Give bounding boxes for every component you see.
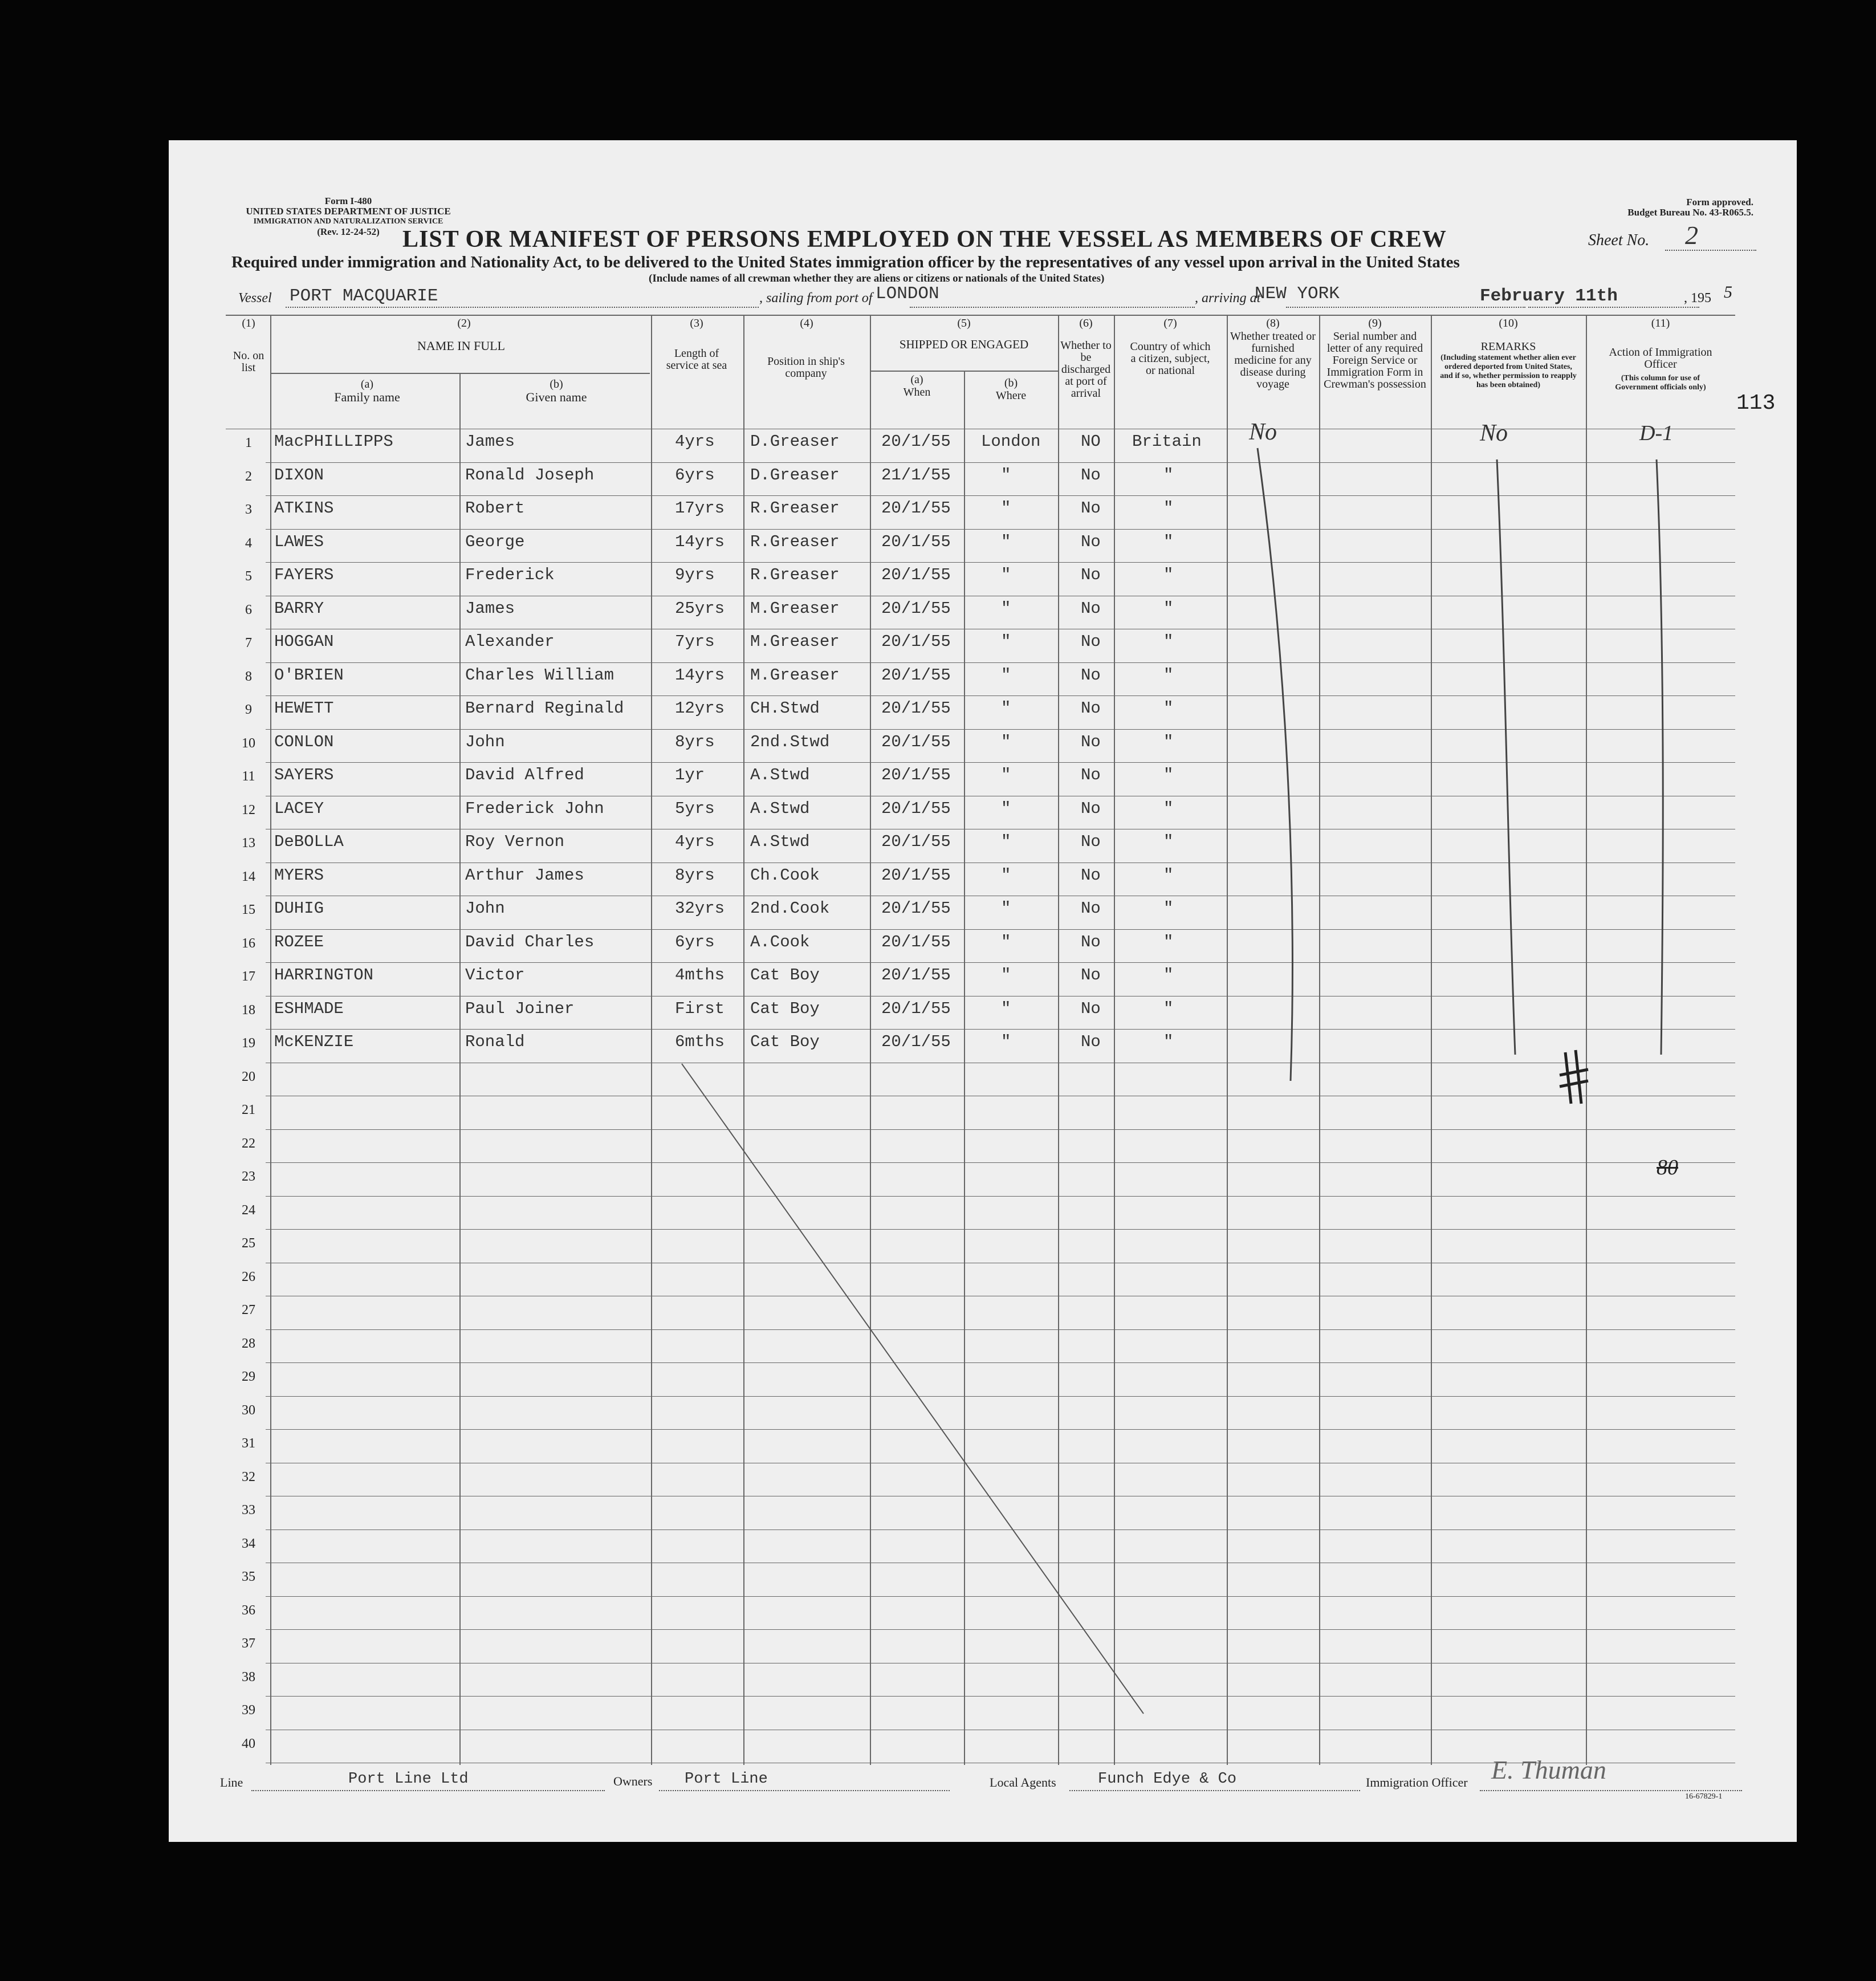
form-service: IMMIGRATION AND NATURALIZATION SERVICE bbox=[253, 217, 443, 226]
discharge-cell: No bbox=[1081, 732, 1101, 751]
row-number: 22 bbox=[242, 1136, 255, 1151]
year-prefix: , 195 bbox=[1684, 291, 1711, 306]
row-number: 5 bbox=[245, 569, 252, 584]
col9-header: Serial number and letter of any required Foreign Service or Immigration Form in Crewman's possession bbox=[1324, 330, 1426, 390]
position-cell: R.Greaser bbox=[750, 532, 840, 551]
country-cell: " bbox=[1163, 465, 1174, 485]
shipped-when-cell: 20/1/55 bbox=[881, 966, 951, 985]
row-number: 9 bbox=[245, 702, 252, 717]
given-name-cell: David Charles bbox=[465, 932, 595, 951]
position-cell: Cat Boy bbox=[750, 1032, 820, 1051]
shipped-where-cell: " bbox=[1001, 799, 1011, 818]
arriving-label: , arriving at bbox=[1195, 291, 1261, 306]
col2-header: NAME IN FULL bbox=[417, 339, 505, 353]
row-number: 38 bbox=[242, 1669, 255, 1685]
footer-agents-rule bbox=[1069, 1790, 1360, 1791]
discharge-cell: No bbox=[1081, 799, 1101, 818]
country-cell: " bbox=[1163, 699, 1174, 718]
col5b-header: Where bbox=[995, 389, 1027, 402]
officer-signature: E. Thuman bbox=[1491, 1755, 1606, 1784]
country-cell: " bbox=[1163, 665, 1174, 685]
manifest-sheet bbox=[169, 140, 1797, 1842]
col5-number: (5) bbox=[957, 317, 971, 330]
form-budget: Budget Bureau No. 43-R065.5. bbox=[1627, 207, 1753, 218]
row-number: 37 bbox=[242, 1636, 255, 1651]
family-name-cell: LACEY bbox=[274, 799, 324, 818]
footer-owners-rule bbox=[659, 1790, 950, 1791]
row-number: 11 bbox=[242, 769, 255, 784]
row-number: 7 bbox=[245, 636, 252, 650]
col7-header: Country of which a citizen, subject, or national bbox=[1130, 340, 1211, 377]
col2-number: (2) bbox=[457, 317, 471, 330]
col5a-number: (a) bbox=[910, 373, 923, 386]
col1-number: (1) bbox=[242, 317, 255, 330]
row-number: 32 bbox=[242, 1469, 255, 1484]
discharge-cell: No bbox=[1081, 865, 1101, 885]
family-name-cell: DIXON bbox=[274, 465, 324, 485]
family-name-cell: ATKINS bbox=[274, 499, 334, 518]
position-cell: Cat Boy bbox=[750, 999, 820, 1018]
family-name-cell: MacPHILLIPPS bbox=[274, 432, 393, 451]
row-number: 4 bbox=[245, 535, 252, 551]
given-name-cell: Frederick John bbox=[465, 799, 604, 818]
col10-note: (Including statement whether alien ever ordered deported from United States, and if so, whether permission to reapply has been obtained) bbox=[1440, 353, 1577, 389]
shipped-when-cell: 20/1/55 bbox=[881, 532, 951, 551]
country-cell: " bbox=[1163, 899, 1174, 918]
row-number: 34 bbox=[242, 1536, 255, 1551]
service-length-cell: 1yr bbox=[675, 766, 705, 784]
shipped-when-cell: 20/1/55 bbox=[881, 932, 951, 951]
row-number: 26 bbox=[242, 1269, 255, 1284]
row-number: 19 bbox=[242, 1036, 255, 1051]
given-name-cell: Frederick bbox=[465, 566, 555, 584]
given-name-cell: Roy Vernon bbox=[465, 832, 565, 851]
shipped-when-cell: 20/1/55 bbox=[881, 832, 951, 851]
footer-line-value: Port Line Ltd bbox=[348, 1771, 469, 1788]
col2b-number: (b) bbox=[550, 378, 563, 390]
position-cell: 2nd.Stwd bbox=[750, 732, 830, 751]
family-name-cell: HOGGAN bbox=[274, 632, 334, 651]
discharge-cell: No bbox=[1081, 899, 1101, 918]
sailing-label: , sailing from port of bbox=[759, 291, 873, 306]
form-dept: UNITED STATES DEPARTMENT OF JUSTICE bbox=[246, 206, 451, 217]
discharge-cell: No bbox=[1081, 932, 1101, 951]
service-length-cell: 9yrs bbox=[675, 566, 715, 584]
discharge-cell: No bbox=[1081, 599, 1101, 618]
col8-handwritten-no: No bbox=[1249, 419, 1277, 445]
country-cell: " bbox=[1163, 832, 1174, 851]
country-cell: " bbox=[1163, 799, 1174, 818]
family-name-cell: LAWES bbox=[274, 532, 324, 551]
service-length-cell: 32yrs bbox=[675, 899, 725, 918]
shipped-when-cell: 21/1/55 bbox=[881, 465, 951, 485]
form-approved: Form approved. bbox=[1686, 197, 1753, 208]
given-name-cell: John bbox=[465, 732, 505, 751]
position-cell: A.Stwd bbox=[750, 832, 810, 851]
col9-number: (9) bbox=[1368, 317, 1382, 330]
col10-handwritten-no: No bbox=[1480, 420, 1508, 446]
footer-owners-label: Owners bbox=[613, 1774, 653, 1788]
shipped-where-cell: " bbox=[1001, 699, 1011, 718]
shipped-where-cell: " bbox=[1001, 899, 1011, 918]
footer-line-label: Line bbox=[220, 1775, 243, 1789]
shipped-where-cell: " bbox=[1001, 966, 1011, 985]
shipped-when-cell: 20/1/55 bbox=[881, 999, 951, 1018]
col11-handwritten-code: D-1 bbox=[1639, 421, 1674, 445]
given-name-cell: Paul Joiner bbox=[465, 999, 575, 1018]
country-cell: " bbox=[1163, 932, 1174, 951]
page-number: 113 bbox=[1736, 391, 1776, 416]
discharge-cell: NO bbox=[1081, 432, 1101, 451]
country-cell: " bbox=[1163, 766, 1174, 784]
position-cell: A.Stwd bbox=[750, 799, 810, 818]
shipped-where-cell: " bbox=[1001, 599, 1011, 618]
footer-agents-label: Local Agents bbox=[990, 1775, 1056, 1789]
tally-mark: 80 bbox=[1657, 1156, 1678, 1179]
given-name-cell: Arthur James bbox=[465, 865, 584, 885]
page-title: LIST OR MANIFEST OF PERSONS EMPLOYED ON THE VESSEL AS MEMBERS OF CREW bbox=[402, 226, 1447, 253]
row-number: 12 bbox=[242, 802, 255, 817]
shipped-where-cell: " bbox=[1001, 465, 1011, 485]
discharge-cell: No bbox=[1081, 465, 1101, 485]
shipped-when-cell: 20/1/55 bbox=[881, 599, 951, 618]
handwritten-marks bbox=[169, 140, 1797, 1842]
service-length-cell: 14yrs bbox=[675, 665, 725, 685]
given-name-cell: Bernard Reginald bbox=[465, 699, 624, 718]
row-number: 40 bbox=[242, 1736, 255, 1751]
form-number: Form I-480 bbox=[324, 196, 372, 206]
country-cell: Britain bbox=[1132, 432, 1202, 451]
given-name-cell: John bbox=[465, 899, 505, 918]
col8-header: Whether treated or furnished medicine for any disease during voyage bbox=[1230, 330, 1316, 390]
row-number: 2 bbox=[245, 469, 252, 484]
service-length-cell: 7yrs bbox=[675, 632, 715, 651]
service-length-cell: 5yrs bbox=[675, 799, 715, 818]
discharge-cell: No bbox=[1081, 999, 1101, 1018]
footer-officer-rule bbox=[1480, 1790, 1742, 1791]
position-cell: D.Greaser bbox=[750, 465, 840, 485]
shipped-where-cell: " bbox=[1001, 999, 1011, 1018]
service-length-cell: 4mths bbox=[675, 966, 725, 985]
shipped-where-cell: " bbox=[1001, 732, 1011, 751]
service-length-cell: 6yrs bbox=[675, 465, 715, 485]
row-number: 20 bbox=[242, 1069, 255, 1084]
position-cell: R.Greaser bbox=[750, 566, 840, 584]
shipped-where-cell: " bbox=[1001, 865, 1011, 885]
country-cell: " bbox=[1163, 532, 1174, 551]
shipped-where-cell: " bbox=[1001, 932, 1011, 951]
position-cell: M.Greaser bbox=[750, 665, 840, 685]
position-cell: CH.Stwd bbox=[750, 699, 820, 718]
col10-header: REMARKS bbox=[1480, 340, 1536, 353]
shipped-when-cell: 20/1/55 bbox=[881, 566, 951, 584]
country-cell: " bbox=[1163, 499, 1174, 518]
row-number: 21 bbox=[242, 1103, 255, 1117]
row-number: 28 bbox=[242, 1336, 255, 1351]
port-from: LONDON bbox=[876, 284, 939, 304]
arrival-date: February 11th bbox=[1480, 286, 1618, 306]
discharge-cell: No bbox=[1081, 832, 1101, 851]
vessel-label: Vessel bbox=[238, 291, 272, 306]
year-digit: 5 bbox=[1724, 283, 1732, 302]
col5-header: SHIPPED OR ENGAGED bbox=[899, 337, 1029, 351]
row-number: 6 bbox=[245, 602, 252, 617]
service-length-cell: 25yrs bbox=[675, 599, 725, 618]
position-cell: Cat Boy bbox=[750, 966, 820, 985]
discharge-cell: No bbox=[1081, 632, 1101, 651]
shipped-when-cell: 20/1/55 bbox=[881, 732, 951, 751]
row-number: 31 bbox=[242, 1436, 255, 1451]
col5a-header: When bbox=[903, 386, 931, 398]
discharge-cell: No bbox=[1081, 1032, 1101, 1051]
discharge-cell: No bbox=[1081, 532, 1101, 551]
shipped-when-cell: 20/1/55 bbox=[881, 432, 951, 451]
family-name-cell: O'BRIEN bbox=[274, 665, 344, 685]
family-name-cell: DeBOLLA bbox=[274, 832, 344, 851]
row-number: 3 bbox=[245, 502, 252, 517]
row-number: 14 bbox=[242, 869, 255, 884]
discharge-cell: No bbox=[1081, 966, 1101, 985]
shipped-when-cell: 20/1/55 bbox=[881, 766, 951, 784]
sheet-number: 2 bbox=[1685, 221, 1698, 250]
shipped-where-cell: " bbox=[1001, 1032, 1011, 1051]
discharge-cell: No bbox=[1081, 566, 1101, 584]
shipped-where-cell: " bbox=[1001, 832, 1011, 851]
service-length-cell: 4yrs bbox=[675, 432, 715, 451]
col11-header: Action of Immigration Officer bbox=[1609, 346, 1712, 371]
service-length-cell: 4yrs bbox=[675, 832, 715, 851]
printer-code: 16-67829-1 bbox=[1685, 1792, 1723, 1801]
row-number: 33 bbox=[242, 1503, 255, 1518]
position-cell: A.Stwd bbox=[750, 766, 810, 784]
family-name-cell: ESHMADE bbox=[274, 999, 344, 1018]
shipped-when-cell: 20/1/55 bbox=[881, 1032, 951, 1051]
shipped-when-cell: 20/1/55 bbox=[881, 799, 951, 818]
service-length-cell: 17yrs bbox=[675, 499, 725, 518]
port-to: NEW YORK bbox=[1255, 284, 1340, 304]
position-cell: D.Greaser bbox=[750, 432, 840, 451]
footer-agents-value: Funch Edye & Co bbox=[1098, 1771, 1237, 1788]
position-cell: A.Cook bbox=[750, 932, 810, 951]
given-name-cell: Ronald Joseph bbox=[465, 465, 595, 485]
col10-number: (10) bbox=[1499, 317, 1518, 330]
shipped-when-cell: 20/1/55 bbox=[881, 899, 951, 918]
footer-line-rule bbox=[251, 1790, 605, 1791]
row-number: 17 bbox=[242, 969, 255, 984]
country-cell: " bbox=[1163, 599, 1174, 618]
country-cell: " bbox=[1163, 566, 1174, 584]
given-name-cell: David Alfred bbox=[465, 766, 584, 784]
given-name-cell: Victor bbox=[465, 966, 525, 985]
shipped-where-cell: London bbox=[981, 432, 1041, 451]
given-name-cell: Alexander bbox=[465, 632, 555, 651]
col7-number: (7) bbox=[1163, 317, 1177, 330]
family-name-cell: McKENZIE bbox=[274, 1032, 354, 1051]
family-name-cell: ROZEE bbox=[274, 932, 324, 951]
position-cell: M.Greaser bbox=[750, 632, 840, 651]
row-number: 36 bbox=[242, 1602, 255, 1618]
country-cell: " bbox=[1163, 865, 1174, 885]
shipped-when-cell: 20/1/55 bbox=[881, 699, 951, 718]
service-length-cell: 8yrs bbox=[675, 732, 715, 751]
col3-header: Length of service at sea bbox=[666, 347, 727, 372]
col11-note: (This column for use of Government officials only) bbox=[1615, 374, 1706, 392]
country-cell: " bbox=[1163, 999, 1174, 1018]
given-name-cell: James bbox=[465, 432, 515, 451]
footer-owners-value: Port Line bbox=[685, 1771, 768, 1788]
row-number: 30 bbox=[242, 1402, 255, 1418]
given-name-cell: Robert bbox=[465, 499, 525, 518]
country-cell: " bbox=[1163, 966, 1174, 985]
shipped-where-cell: " bbox=[1001, 532, 1011, 551]
row-number: 39 bbox=[242, 1703, 255, 1718]
discharge-cell: No bbox=[1081, 766, 1101, 784]
service-length-cell: 6mths bbox=[675, 1032, 725, 1051]
given-name-cell: Charles William bbox=[465, 665, 615, 685]
position-cell: 2nd.Cook bbox=[750, 899, 830, 918]
col4-number: (4) bbox=[800, 317, 813, 330]
row-number: 24 bbox=[242, 1202, 255, 1218]
row-number: 1 bbox=[245, 436, 252, 450]
col11-number: (11) bbox=[1651, 317, 1670, 330]
col4-header: Position in ship's company bbox=[767, 355, 845, 380]
col3-number: (3) bbox=[690, 317, 703, 330]
shipped-where-cell: " bbox=[1001, 566, 1011, 584]
discharge-cell: No bbox=[1081, 699, 1101, 718]
shipped-where-cell: " bbox=[1001, 665, 1011, 685]
given-name-cell: Ronald bbox=[465, 1032, 525, 1051]
row-number: 25 bbox=[242, 1236, 255, 1251]
family-name-cell: MYERS bbox=[274, 865, 324, 885]
shipped-where-cell: " bbox=[1001, 499, 1011, 518]
family-name-cell: FAYERS bbox=[274, 566, 334, 584]
service-length-cell: 6yrs bbox=[675, 932, 715, 951]
service-length-cell: 8yrs bbox=[675, 865, 715, 885]
given-name-cell: James bbox=[465, 599, 515, 618]
position-cell: M.Greaser bbox=[750, 599, 840, 618]
shipped-where-cell: " bbox=[1001, 632, 1011, 651]
col1-header: No. on list bbox=[233, 349, 264, 374]
subtitle: Required under immigration and Nationality Act, to be delivered to the United States immigration officer by the representatives of any vessel upon arrival in the United States bbox=[231, 253, 1460, 271]
shipped-where-cell: " bbox=[1001, 766, 1011, 784]
col6-header: Whether to be discharged at port of arrival bbox=[1060, 339, 1112, 400]
service-length-cell: First bbox=[675, 999, 725, 1018]
shipped-when-cell: 20/1/55 bbox=[881, 499, 951, 518]
footer-officer-label: Immigration Officer bbox=[1366, 1775, 1468, 1789]
col2a-header: Family name bbox=[334, 390, 400, 404]
service-length-cell: 14yrs bbox=[675, 532, 725, 551]
form-rev: (Rev. 12-24-52) bbox=[317, 226, 380, 237]
given-name-cell: George bbox=[465, 532, 525, 551]
country-cell: " bbox=[1163, 632, 1174, 651]
position-cell: R.Greaser bbox=[750, 499, 840, 518]
row-number: 16 bbox=[242, 935, 255, 951]
row-number: 35 bbox=[242, 1569, 255, 1584]
col5b-number: (b) bbox=[1004, 377, 1018, 389]
family-name-cell: HARRINGTON bbox=[274, 966, 374, 985]
row-number: 29 bbox=[242, 1369, 255, 1384]
subnote: (Include names of all crewman whether they are aliens or citizens or nationals of the United States) bbox=[649, 272, 1105, 284]
family-name-cell: HEWETT bbox=[274, 699, 334, 718]
family-name-cell: CONLON bbox=[274, 732, 334, 751]
sheet-label: Sheet No. bbox=[1588, 231, 1650, 249]
family-name-cell: DUHIG bbox=[274, 899, 324, 918]
row-number: 27 bbox=[242, 1303, 255, 1317]
service-length-cell: 12yrs bbox=[675, 699, 725, 718]
family-name-cell: BARRY bbox=[274, 599, 324, 618]
discharge-cell: No bbox=[1081, 499, 1101, 518]
vessel-name: PORT MACQUARIE bbox=[290, 286, 438, 306]
col6-number: (6) bbox=[1079, 317, 1093, 330]
discharge-cell: No bbox=[1081, 665, 1101, 685]
col2b-header: Given name bbox=[526, 390, 587, 404]
col2a-number: (a) bbox=[360, 378, 374, 390]
country-cell: " bbox=[1163, 732, 1174, 751]
row-number: 15 bbox=[242, 902, 255, 917]
row-number: 8 bbox=[245, 669, 252, 684]
row-number: 13 bbox=[242, 836, 255, 851]
row-number: 18 bbox=[242, 1002, 255, 1018]
country-cell: " bbox=[1163, 1032, 1174, 1051]
shipped-when-cell: 20/1/55 bbox=[881, 632, 951, 651]
row-number: 10 bbox=[242, 735, 255, 751]
row-number: 23 bbox=[242, 1169, 255, 1184]
family-name-cell: SAYERS bbox=[274, 766, 334, 784]
position-cell: Ch.Cook bbox=[750, 865, 820, 885]
col8-number: (8) bbox=[1266, 317, 1280, 330]
shipped-when-cell: 20/1/55 bbox=[881, 865, 951, 885]
shipped-when-cell: 20/1/55 bbox=[881, 665, 951, 685]
